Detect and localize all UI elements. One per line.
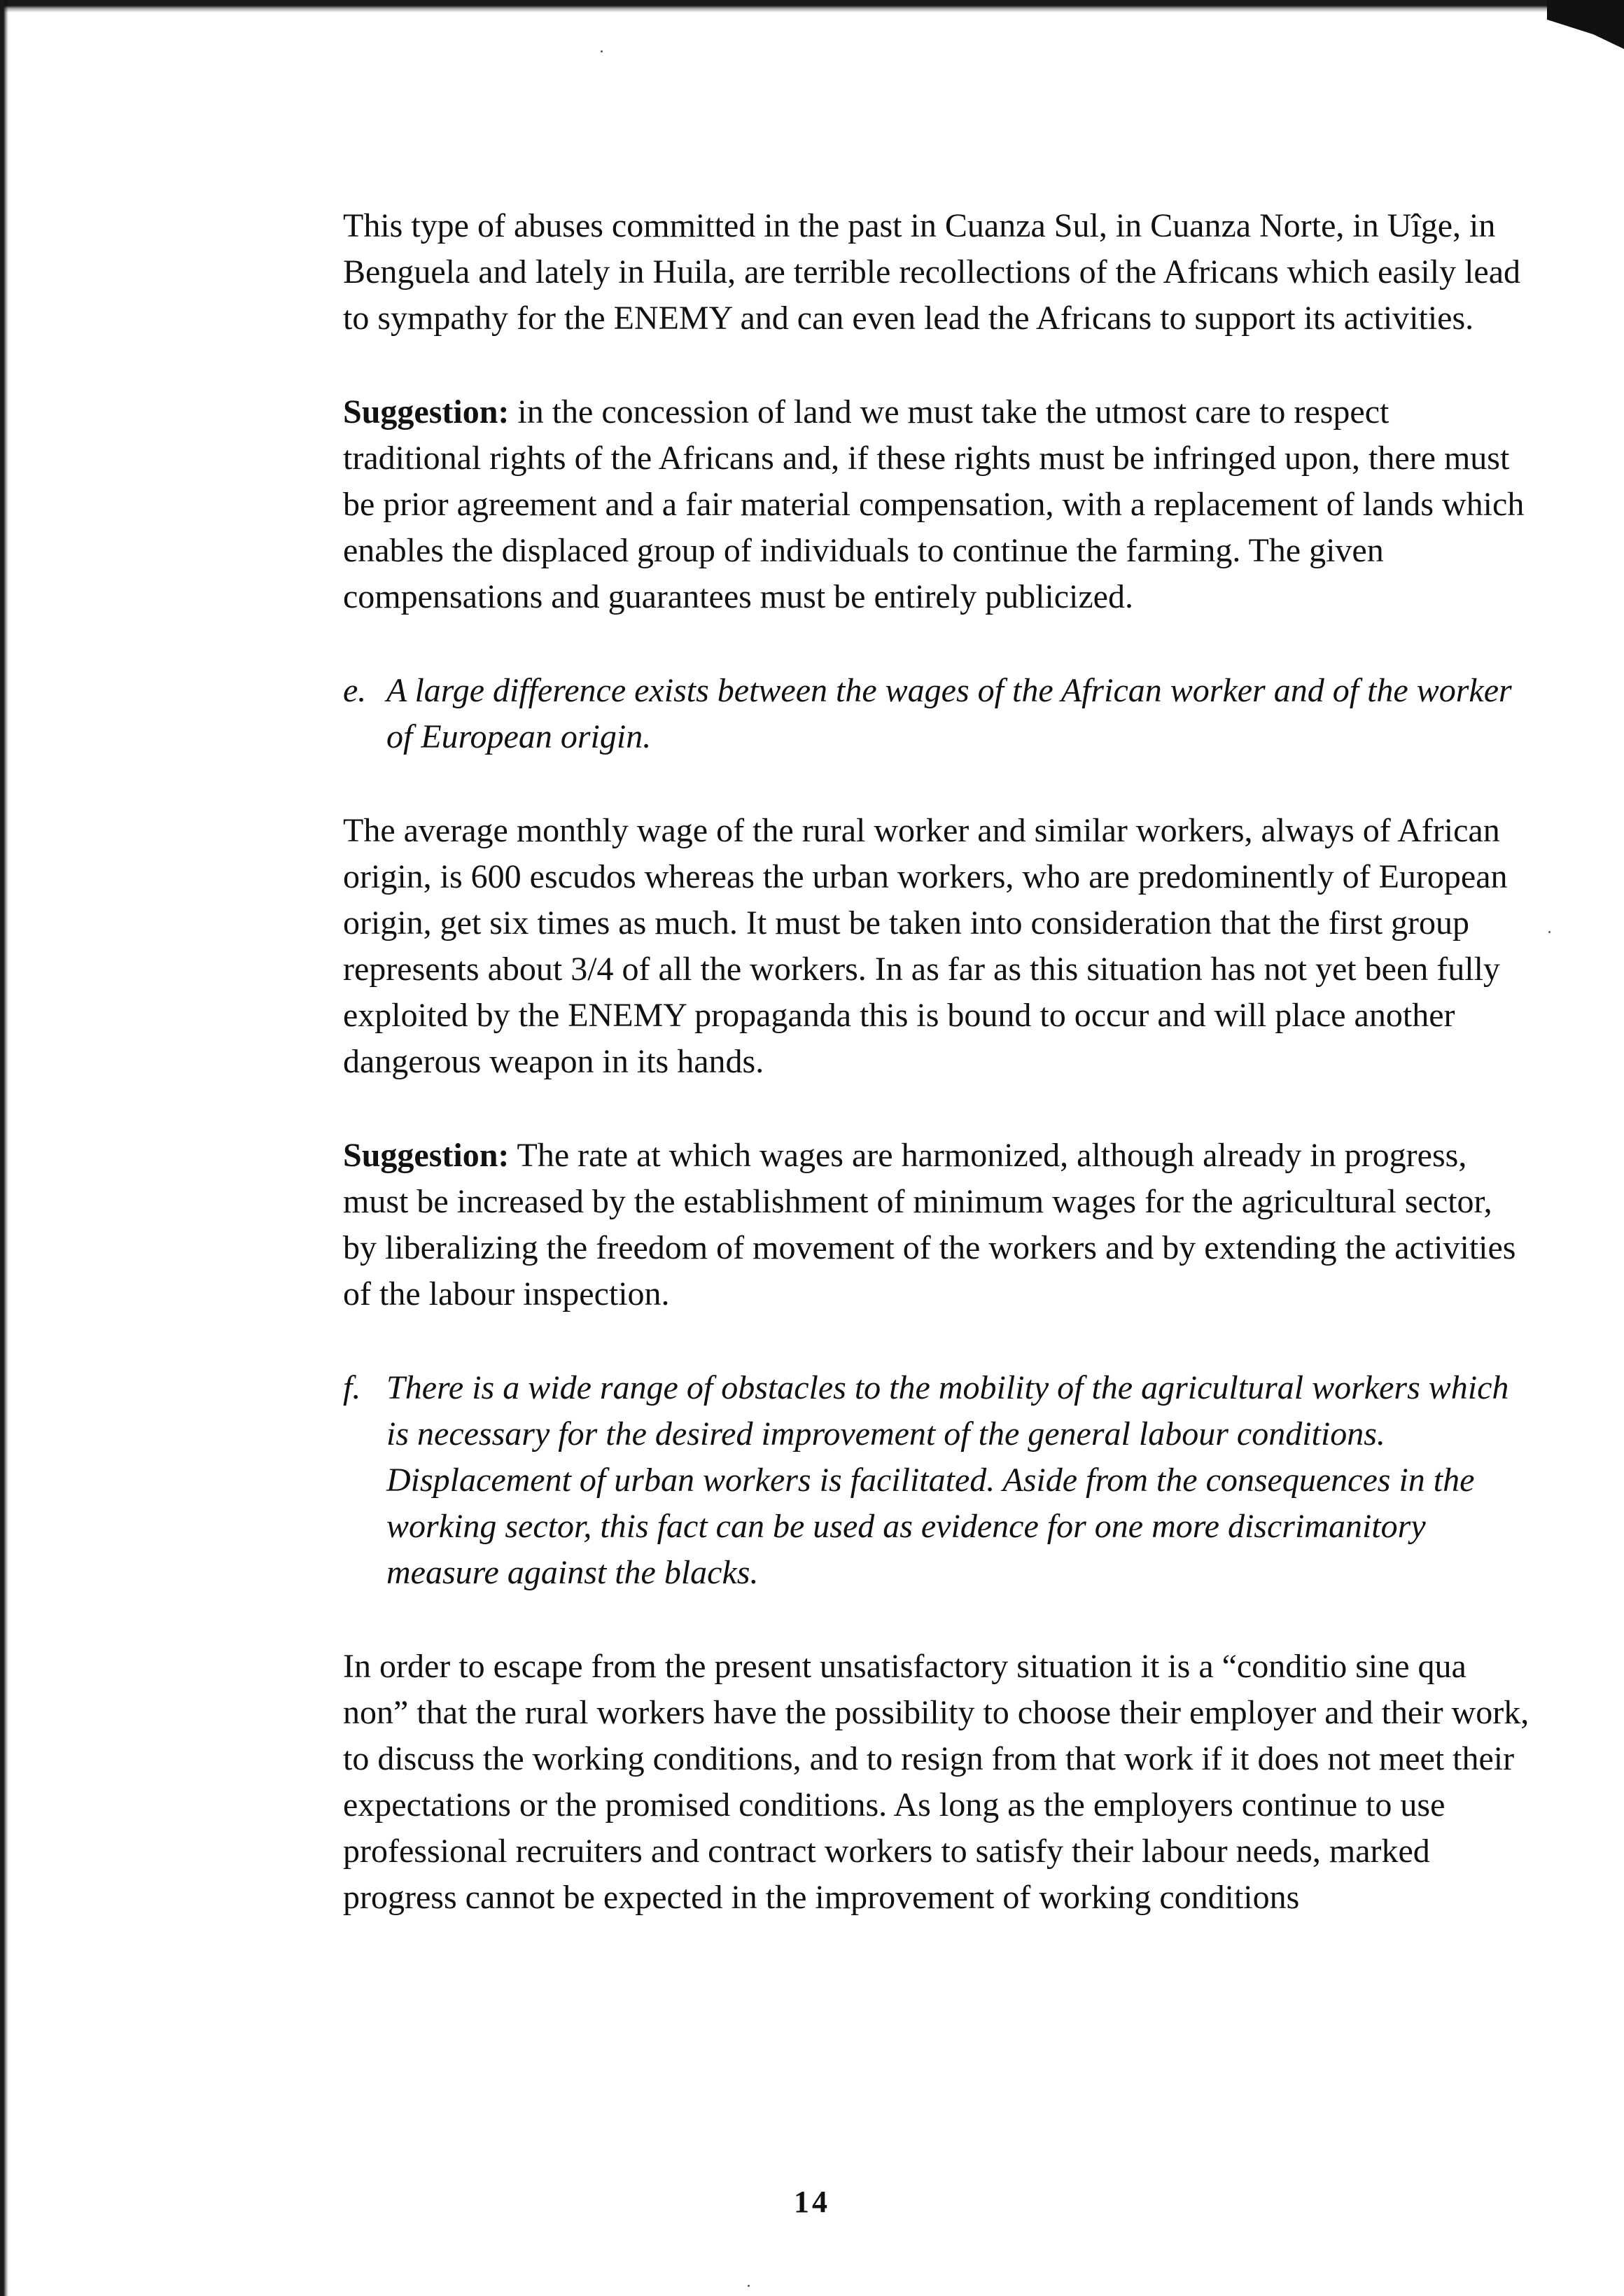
scan-top-edge bbox=[0, 0, 1624, 13]
document-page bbox=[343, 203, 1533, 1968]
item-marker: e. bbox=[343, 672, 367, 709]
scan-speck bbox=[748, 2285, 750, 2287]
suggestion-label: Suggestion: bbox=[343, 1137, 510, 1174]
paragraph-land-suggestion bbox=[343, 389, 1533, 620]
item-e-wage-difference bbox=[343, 668, 1533, 760]
paragraph-text: in the concession of land we must take the utmost care to respect traditional rights of the Africans and, if these rights must be infringed upon, there must be prior agreement and a fair material compensation, with a replacement of lands which enables the displaced group of individuals to continue the farming. The given compensations and guarantees must be entirely publicized. bbox=[343, 393, 1525, 615]
scan-corner-mark bbox=[1547, 0, 1624, 49]
item-f-mobility-obstacles bbox=[343, 1365, 1533, 1596]
paragraph-abuses bbox=[343, 203, 1533, 342]
item-text: A large difference exists between the wages of the African worker and of the worker of European origin. bbox=[386, 672, 1512, 755]
item-marker: f. bbox=[343, 1369, 361, 1406]
paragraph-text: In order to escape from the present unsatisfactory situation it is a “conditio sine qua non” that the rural workers have the possibility to choose their employer and their work, to discuss the working conditions, and to resign from that work if it does not meet their expectations or the promised conditions. As long as the employers continue to use professional recruiters and contract workers to satisfy their labour needs, marked progress cannot be expected in the improvement of working conditions bbox=[343, 1648, 1530, 1916]
scan-speck bbox=[601, 50, 603, 52]
scan-speck bbox=[1548, 931, 1550, 933]
suggestion-label: Suggestion: bbox=[343, 393, 510, 430]
item-text: There is a wide range of obstacles to the mobility of the agricultural workers which is necessary for the desired improvement of the general labour conditions. Displacement of urban workers is facilitated. Aside from the consequences in the working sector, this fact can be used as evidence for one more discrimanitory measure against the blacks. bbox=[386, 1369, 1509, 1591]
paragraph-text: The rate at which wages are harmonized, although already in progress, must be increased by the establishment of minimum wages for the agricultural sector, by liberalizing the freedom of movement of the workers and by extending the activities of the labour inspection. bbox=[343, 1137, 1516, 1312]
page-number: 14 bbox=[794, 2185, 830, 2219]
paragraph-text: This type of abuses committed in the past in Cuanza Sul, in Cuanza Norte, in Uîge, in Benguela and lately in Huila, are terrible recollections of the Africans which easily lead to sympathy for the ENEMY and can even lead the Africans to support its activities. bbox=[343, 207, 1521, 337]
paragraph-rural-workers bbox=[343, 1644, 1533, 1921]
scan-left-edge bbox=[0, 0, 8, 2296]
paragraph-monthly-wage bbox=[343, 808, 1533, 1085]
paragraph-text: The average monthly wage of the rural worker and similar workers, always of African origin, is 600 escudos whereas the urban workers, who are predominently of European origin, get six times as much. It must be taken into consideration that the first group represents about 3/4 of all the workers. In as far as this situation has not yet been fully exploited by the ENEMY propaganda this is bound to occur and will place another dangerous weapon in its hands. bbox=[343, 812, 1508, 1080]
paragraph-wage-suggestion bbox=[343, 1133, 1533, 1317]
